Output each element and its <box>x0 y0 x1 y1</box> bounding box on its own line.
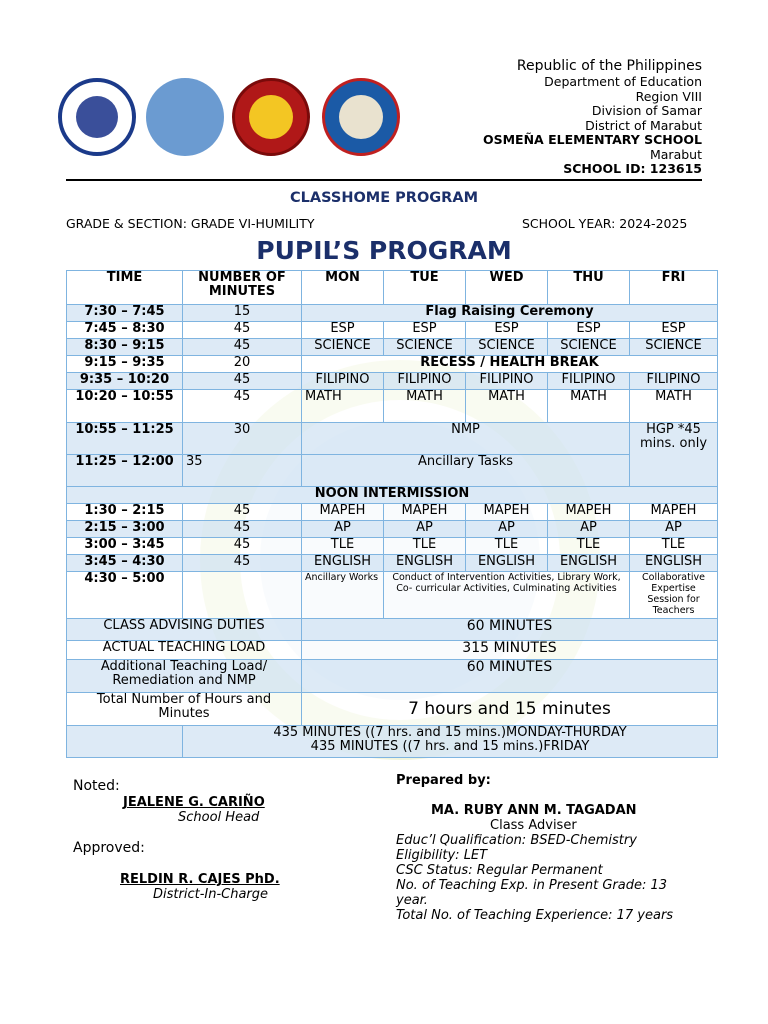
minutes-cell: 45 <box>183 322 302 339</box>
subject-cell: ENGLISH <box>384 555 466 572</box>
total-fri: 435 MINUTES ((7 hrs. and 15 mins.)FRIDAY <box>310 739 590 754</box>
nmp-cell: NMP <box>302 423 630 455</box>
district-line: District of Marabut <box>585 117 702 133</box>
summary-value: 60 MINUTES <box>302 660 718 693</box>
marabut-district-logo <box>322 78 400 156</box>
qualification-line: CSC Status: Regular Permanent <box>396 863 603 878</box>
minutes-cell: 30 <box>183 423 302 455</box>
summary-value: 7 hours and 15 minutes <box>302 693 718 726</box>
minutes-cell: 20 <box>183 356 302 373</box>
subject-cell: TLE <box>466 538 548 555</box>
header-minutes: NUMBER OF MINUTES <box>183 271 302 305</box>
subject-cell: AP <box>384 521 466 538</box>
header-thu: THU <box>548 271 630 305</box>
subject-cell: ENGLISH <box>548 555 630 572</box>
district-logo-emblem <box>339 95 383 139</box>
minutes-cell: 15 <box>183 305 302 322</box>
qualification-line: No. of Teaching Exp. in Present Grade: 13 year. <box>396 878 668 908</box>
table-row <box>67 504 718 521</box>
subject-cell: ENGLISH <box>302 555 384 572</box>
subject-cell: MAPEH <box>466 504 548 521</box>
summary-row <box>67 693 718 726</box>
summary-label: Additional Teaching Load/ Remediation and NMP <box>67 660 302 693</box>
subject-cell: TLE <box>630 538 718 555</box>
adviser-role: Class Adviser <box>490 818 577 833</box>
flag-ceremony-cell: Flag Raising Ceremony <box>302 305 718 322</box>
subject-cell: ESP <box>548 322 630 339</box>
header-time: TIME <box>67 271 183 305</box>
subject-cell: MAPEH <box>548 504 630 521</box>
table-row <box>67 455 718 487</box>
header-fri: FRI <box>630 271 718 305</box>
time-cell: 9:15 – 9:35 <box>67 356 183 373</box>
subject-cell: FILIPINO <box>302 373 384 390</box>
summary-value: 315 MINUTES <box>302 641 718 660</box>
subject-cell: ESP <box>630 322 718 339</box>
table-header-row <box>67 271 718 305</box>
table-row <box>67 373 718 390</box>
table-row <box>67 390 718 423</box>
subject-cell: MAPEH <box>384 504 466 521</box>
time-cell: 7:30 – 7:45 <box>67 305 183 322</box>
hgp-cell: HGP *45 mins. only <box>630 423 718 487</box>
time-cell: 2:15 – 3:00 <box>67 521 183 538</box>
qualification-line: Total No. of Teaching Experience: 17 years <box>396 908 674 923</box>
qualification-line: Eligibility: LET <box>396 848 488 863</box>
subject-cell: AP <box>466 521 548 538</box>
summary-label: Total Number of Hours and Minutes <box>67 693 302 726</box>
table-row <box>67 572 718 619</box>
subject-cell: ESP <box>302 322 384 339</box>
page-title: PUPIL’S PROGRAM <box>256 236 512 265</box>
deped-seal-logo <box>58 78 136 156</box>
school-name: OSMEÑA ELEMENTARY SCHOOL <box>482 132 702 147</box>
adviser-name: MA. RUBY ANN M. TAGADAN <box>431 803 637 818</box>
division-line: Division of Samar <box>591 103 702 118</box>
time-cell: 11:25 – 12:00 <box>67 455 183 487</box>
subject-cell: AP <box>302 521 384 538</box>
minutes-cell: 45 <box>183 538 302 555</box>
subject-cell: TLE <box>302 538 384 555</box>
time-cell: 8:30 – 9:15 <box>67 339 183 356</box>
summary-row <box>67 619 718 641</box>
noted-label: Noted: <box>73 778 120 794</box>
subject-cell: ENGLISH <box>630 555 718 572</box>
total-cell <box>183 726 718 758</box>
subject-cell: SCIENCE <box>466 339 548 356</box>
program-title: CLASSHOME PROGRAM <box>289 190 479 206</box>
school-header <box>483 58 702 177</box>
table-row <box>67 322 718 339</box>
intervention-activities-cell: Conduct of Intervention Activities, Library Work, Co- curricular Activities, Culminating Activities <box>384 572 630 619</box>
district-head-role: District-In-Charge <box>153 887 269 902</box>
ancillary-tasks-cell: Ancillary Tasks <box>302 455 630 487</box>
table-row <box>67 521 718 538</box>
town-line: Marabut <box>649 146 702 162</box>
time-cell: 1:30 – 2:15 <box>67 504 183 521</box>
region-line: Region VIII <box>635 88 702 104</box>
school-head-role: School Head <box>178 810 260 825</box>
subject-cell: MATH <box>548 390 630 423</box>
subject-cell: MATH <box>630 390 718 423</box>
minutes-cell: 45 <box>183 504 302 521</box>
republic-line: Republic of the Philippines <box>516 58 702 74</box>
blank-circle-logo <box>146 78 224 156</box>
subject-cell: TLE <box>384 538 466 555</box>
subject-cell: FILIPINO <box>384 373 466 390</box>
division-of-samar-logo <box>232 78 310 156</box>
subject-cell: AP <box>630 521 718 538</box>
schedule-table <box>66 270 718 758</box>
time-cell: 3:45 – 4:30 <box>67 555 183 572</box>
header-mon: MON <box>302 271 384 305</box>
grade-section: GRADE & SECTION: GRADE VI-HUMILITY <box>66 216 315 231</box>
table-row <box>67 305 718 322</box>
time-cell: 4:30 – 5:00 <box>67 572 183 619</box>
subject-cell: MATH <box>466 390 548 423</box>
subject-cell: TLE <box>548 538 630 555</box>
noon-intermission-cell: NOON INTERMISSION <box>67 487 718 504</box>
subject-cell: SCIENCE <box>630 339 718 356</box>
subject-cell: MAPEH <box>302 504 384 521</box>
prepared-label: Prepared by: <box>396 773 491 788</box>
subject-cell: FILIPINO <box>630 373 718 390</box>
school-id: SCHOOL ID: 123615 <box>563 161 702 176</box>
subject-cell: FILIPINO <box>548 373 630 390</box>
time-cell: 3:00 – 3:45 <box>67 538 183 555</box>
minutes-cell: 45 <box>183 390 302 423</box>
table-row <box>67 487 718 504</box>
minutes-cell: 45 <box>183 555 302 572</box>
summary-row <box>67 641 718 660</box>
division-logo-emblem <box>249 95 293 139</box>
minutes-cell <box>183 572 302 619</box>
subject-cell: SCIENCE <box>384 339 466 356</box>
qualification-line: Educ’l Qualification: BSED-Chemistry <box>396 833 637 848</box>
school-year: SCHOOL YEAR: 2024-2025 <box>522 216 688 231</box>
minutes-cell: 45 <box>183 339 302 356</box>
subject-cell: AP <box>548 521 630 538</box>
ancillary-works-cell: Ancillary Works <box>302 572 384 619</box>
subject-cell: MAPEH <box>630 504 718 521</box>
table-row <box>67 538 718 555</box>
time-cell: 10:55 – 11:25 <box>67 423 183 455</box>
table-row <box>67 356 718 373</box>
subject-cell: MATH <box>384 390 466 423</box>
deped-line: Department of Education <box>544 74 702 89</box>
table-row <box>67 555 718 572</box>
time-cell: 10:20 – 10:55 <box>67 390 183 423</box>
total-row <box>67 726 718 758</box>
subject-cell: ESP <box>384 322 466 339</box>
school-head-name: JEALENE G. CARIÑO <box>123 795 265 810</box>
header-wed: WED <box>466 271 548 305</box>
table-row <box>67 339 718 356</box>
approved-label: Approved: <box>73 840 145 856</box>
summary-label: ACTUAL TEACHING LOAD <box>67 641 302 660</box>
time-cell: 7:45 – 8:30 <box>67 322 183 339</box>
summary-row <box>67 660 718 693</box>
table-row <box>67 423 718 455</box>
recess-cell: RECESS / HEALTH BREAK <box>302 356 718 373</box>
summary-value: 60 MINUTES <box>302 619 718 641</box>
total-mon-thu: 435 MINUTES ((7 hrs. and 15 mins.)MONDAY-THURDAY <box>273 725 627 740</box>
subject-cell: ENGLISH <box>466 555 548 572</box>
minutes-cell: 45 <box>183 373 302 390</box>
subject-cell: ESP <box>466 322 548 339</box>
district-head-name: RELDIN R. CAJES PhD. <box>120 872 280 887</box>
subject-cell: SCIENCE <box>302 339 384 356</box>
header-divider <box>66 179 702 181</box>
header-tue: TUE <box>384 271 466 305</box>
minutes-cell: 45 <box>183 521 302 538</box>
adviser-qualifications <box>396 833 686 923</box>
subject-cell: MATH <box>302 390 384 423</box>
subject-cell: SCIENCE <box>548 339 630 356</box>
summary-label: CLASS ADVISING DUTIES <box>67 619 302 641</box>
total-blank-cell <box>67 726 183 758</box>
deped-seal-emblem <box>76 96 118 138</box>
minutes-cell: 35 <box>183 455 302 487</box>
collaborative-session-cell: Collaborative Expertise Session for Teachers <box>630 572 718 619</box>
subject-cell: FILIPINO <box>466 373 548 390</box>
time-cell: 9:35 – 10:20 <box>67 373 183 390</box>
